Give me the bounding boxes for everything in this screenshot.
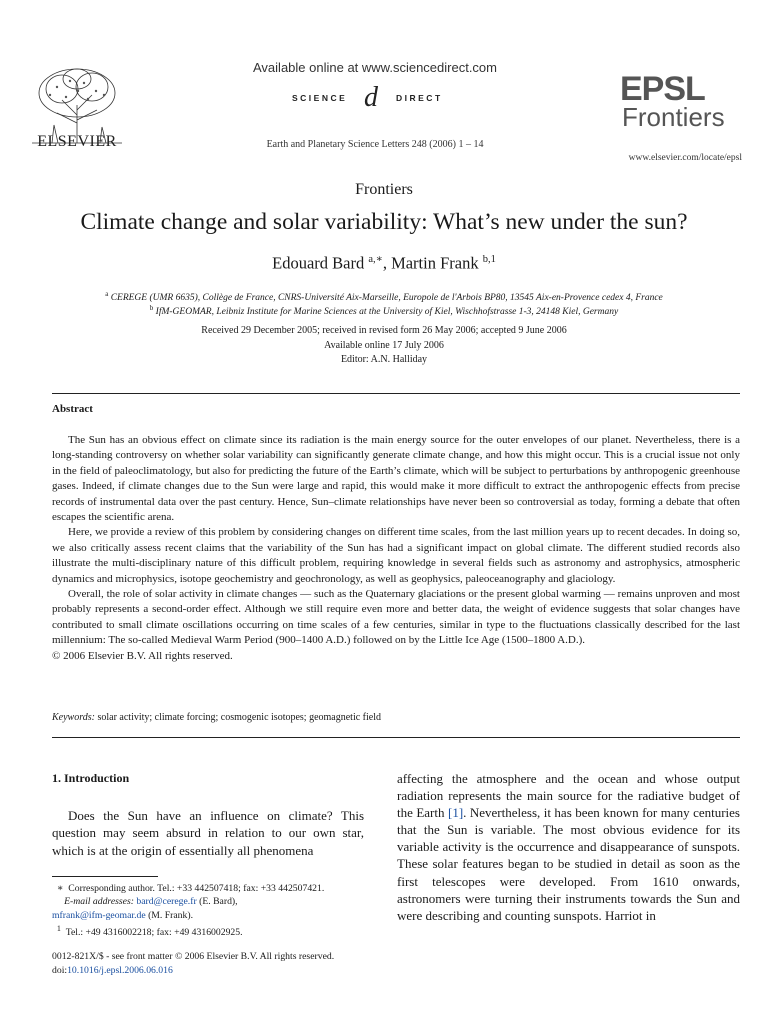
keywords <box>52 712 740 723</box>
divider <box>52 737 740 738</box>
article-title: Climate change and solar variability: What’s new under the sun? <box>80 209 688 235</box>
doi-label: doi: <box>52 965 68 976</box>
keywords-label: Keywords: <box>52 712 95 723</box>
received-dates: Received 29 December 2005; received in revised form 26 May 2006; accepted 9 June 2006 <box>201 325 567 336</box>
author-name: Edouard Bard <box>272 253 365 273</box>
sciencedirect-logo-left: SCIENCE <box>292 93 348 103</box>
citation-link[interactable]: [1] <box>447 805 464 821</box>
abstract-paragraph: Here, we provide a review of this problem by considering changes on different time scales, from the last million years up to recent decades. In doing so, we also critically assess recent claims that the variability of the Sun has had a significant impact on global climate. The different studied records also illustrate the multi-disciplinary nature of this difficult problem, requiring knowledge in several fields such as astronomy and astrophysics, atmospheric dynamics and microphysics, isotope geochemistry and geochronology, as well as geophysics, paleoceanography and glaciology. <box>52 526 740 585</box>
affiliation-mark: a <box>105 290 109 298</box>
available-online-banner[interactable]: Available online at www.sciencedirect.com <box>253 60 497 75</box>
author-list: Edouard Bard $^{a,∗}$, Martin Frank $^{b,1}$ <box>272 253 496 273</box>
affiliation-text: CEREGE (UMR 6635), Collège de France, CNRS-Université Aix-Marseille, Europole de l'Arbois BP80, 13545 Aix-en-Provence cedex 4, France <box>110 293 663 304</box>
abstract-heading: Abstract <box>52 403 93 415</box>
footnote-1 <box>52 922 372 940</box>
author-affiliation-mark: a,∗ <box>368 254 383 265</box>
doi-link[interactable]: 10.1016/j.epsl.2006.06.016 <box>67 965 173 976</box>
footnotes <box>52 882 372 939</box>
article-section: Frontiers <box>355 181 413 198</box>
author-affiliation-mark: b,1 <box>482 254 496 265</box>
affiliation-mark: b <box>149 304 154 312</box>
affiliation-b <box>30 304 738 317</box>
abstract-body <box>52 433 740 664</box>
email-label: E-mail addresses: <box>64 896 134 908</box>
footnote-mark: ∗ <box>56 883 64 894</box>
journal-url[interactable]: www.elsevier.com/locate/epsl <box>628 153 742 163</box>
section-heading: 1. Introduction <box>52 771 130 785</box>
affiliation-a <box>30 290 738 303</box>
keywords-list: solar activity; climate forcing; cosmogenic isotopes; geomagnetic field <box>97 712 381 723</box>
editor: Editor: A.N. Halliday <box>340 354 428 365</box>
sciencedirect-logo-at: d <box>364 82 378 113</box>
footnote-email-2 <box>52 909 372 922</box>
publisher-name: ELSEVIER <box>37 133 117 150</box>
article-meta <box>52 950 412 978</box>
footnote-mark: 1 <box>56 923 61 933</box>
body-text: . Nevertheless, it has been known for many centuries that the Sun is variable. The most obvious evidence for its variable activity is the occurrence and disappearance of sunspots. These solar features began to be studied in detail as soon as the first telescopes were developed. From 1610 onwards, astronomers were turning their instruments towards the Sun and were describing and counting sunspots. Harriot in <box>397 805 740 923</box>
email-owner: (E. Bard), <box>199 896 238 908</box>
body-column-left <box>52 770 364 859</box>
body-text: affecting the atmosphere and the ocean and whose output radiation represents the main source for the radiative budget of the Earth <box>397 771 740 821</box>
affiliation-text: IfM-GEOMAR, Leibniz Institute for Marine Sciences at the University of Kiel, Wischhofstrasse 1-3, 24148 Kiel, Germany <box>155 307 619 318</box>
abstract-paragraph: Overall, the role of solar activity in climate changes — such as the Quaternary glaciations or the present global warming — remains unproven and most probably represents a second-order effect. Although we still require even more and better data, the weight of evidence suggests that solar changes have contributed to small climate oscillations occurring on time scales of a few centuries, similar in type to the fluctuations classically described for the last millennium: The so-called Medieval Warm Period (900–1400 A.D.) followed on by the Little Ice Age (1500–1800 A.D.). <box>52 588 740 647</box>
issn-line: 0012-821X/$ - see front matter © 2006 Elsevier B.V. All rights reserved. <box>52 951 335 962</box>
email-link[interactable]: mfrank@ifm-geomar.de <box>52 909 146 921</box>
footnote-divider <box>52 876 158 877</box>
epsl-logo: EPSL <box>620 70 705 108</box>
footnote-corresponding <box>52 882 372 895</box>
body-paragraph: Does the Sun have an influence on climate? This question may seem absurd in relation to our own star, which is at the origin of essentially all phenomena <box>52 808 364 858</box>
footnote-email <box>52 895 372 908</box>
doi-line <box>52 964 412 978</box>
body-column-right <box>397 770 740 924</box>
footnote-text: Corresponding author. Tel.: +33 442507418; fax: +33 442507421. <box>68 883 325 894</box>
author-name: Martin Frank <box>391 253 479 273</box>
available-date: Available online 17 July 2006 <box>324 340 444 351</box>
divider <box>52 393 740 394</box>
copyright: © 2006 Elsevier B.V. All rights reserved. <box>52 649 233 662</box>
footnote-text: Tel.: +49 4316002218; fax: +49 4316002925. <box>65 927 243 939</box>
abstract-paragraph: The Sun has an obvious effect on climate since its radiation is the main energy source for the outer envelopes of our planet. Nevertheless, there is a long-standing controversy on whether solar variability can significantly generate climate change, and how this might occur. This is a crucial issue not only in the field of paleoclimatology, but also for predicting the future of the Earth’s climate, which will be subject to perturbations by anthropogenic greenhouse gases. Indeed, if climate changes due to the Sun were large and rapid, this would make it more difficult to extract the anthropogenic effects from precise records of instrumental data over the past century. Hence, Sun–climate relationships have never been so controversial as today, forming a debate that often escapes the scientific arena. <box>52 434 740 524</box>
sciencedirect-logo <box>280 82 480 112</box>
email-link[interactable]: bard@cerege.fr <box>136 896 197 908</box>
journal-reference: Earth and Planetary Science Letters 248 (2006) 1 – 14 <box>266 139 484 150</box>
frontiers-logo: Frontiers <box>622 102 725 132</box>
email-owner: (M. Frank). <box>148 909 194 921</box>
body-paragraph <box>397 770 740 924</box>
sciencedirect-logo-right: DIRECT <box>396 93 443 103</box>
